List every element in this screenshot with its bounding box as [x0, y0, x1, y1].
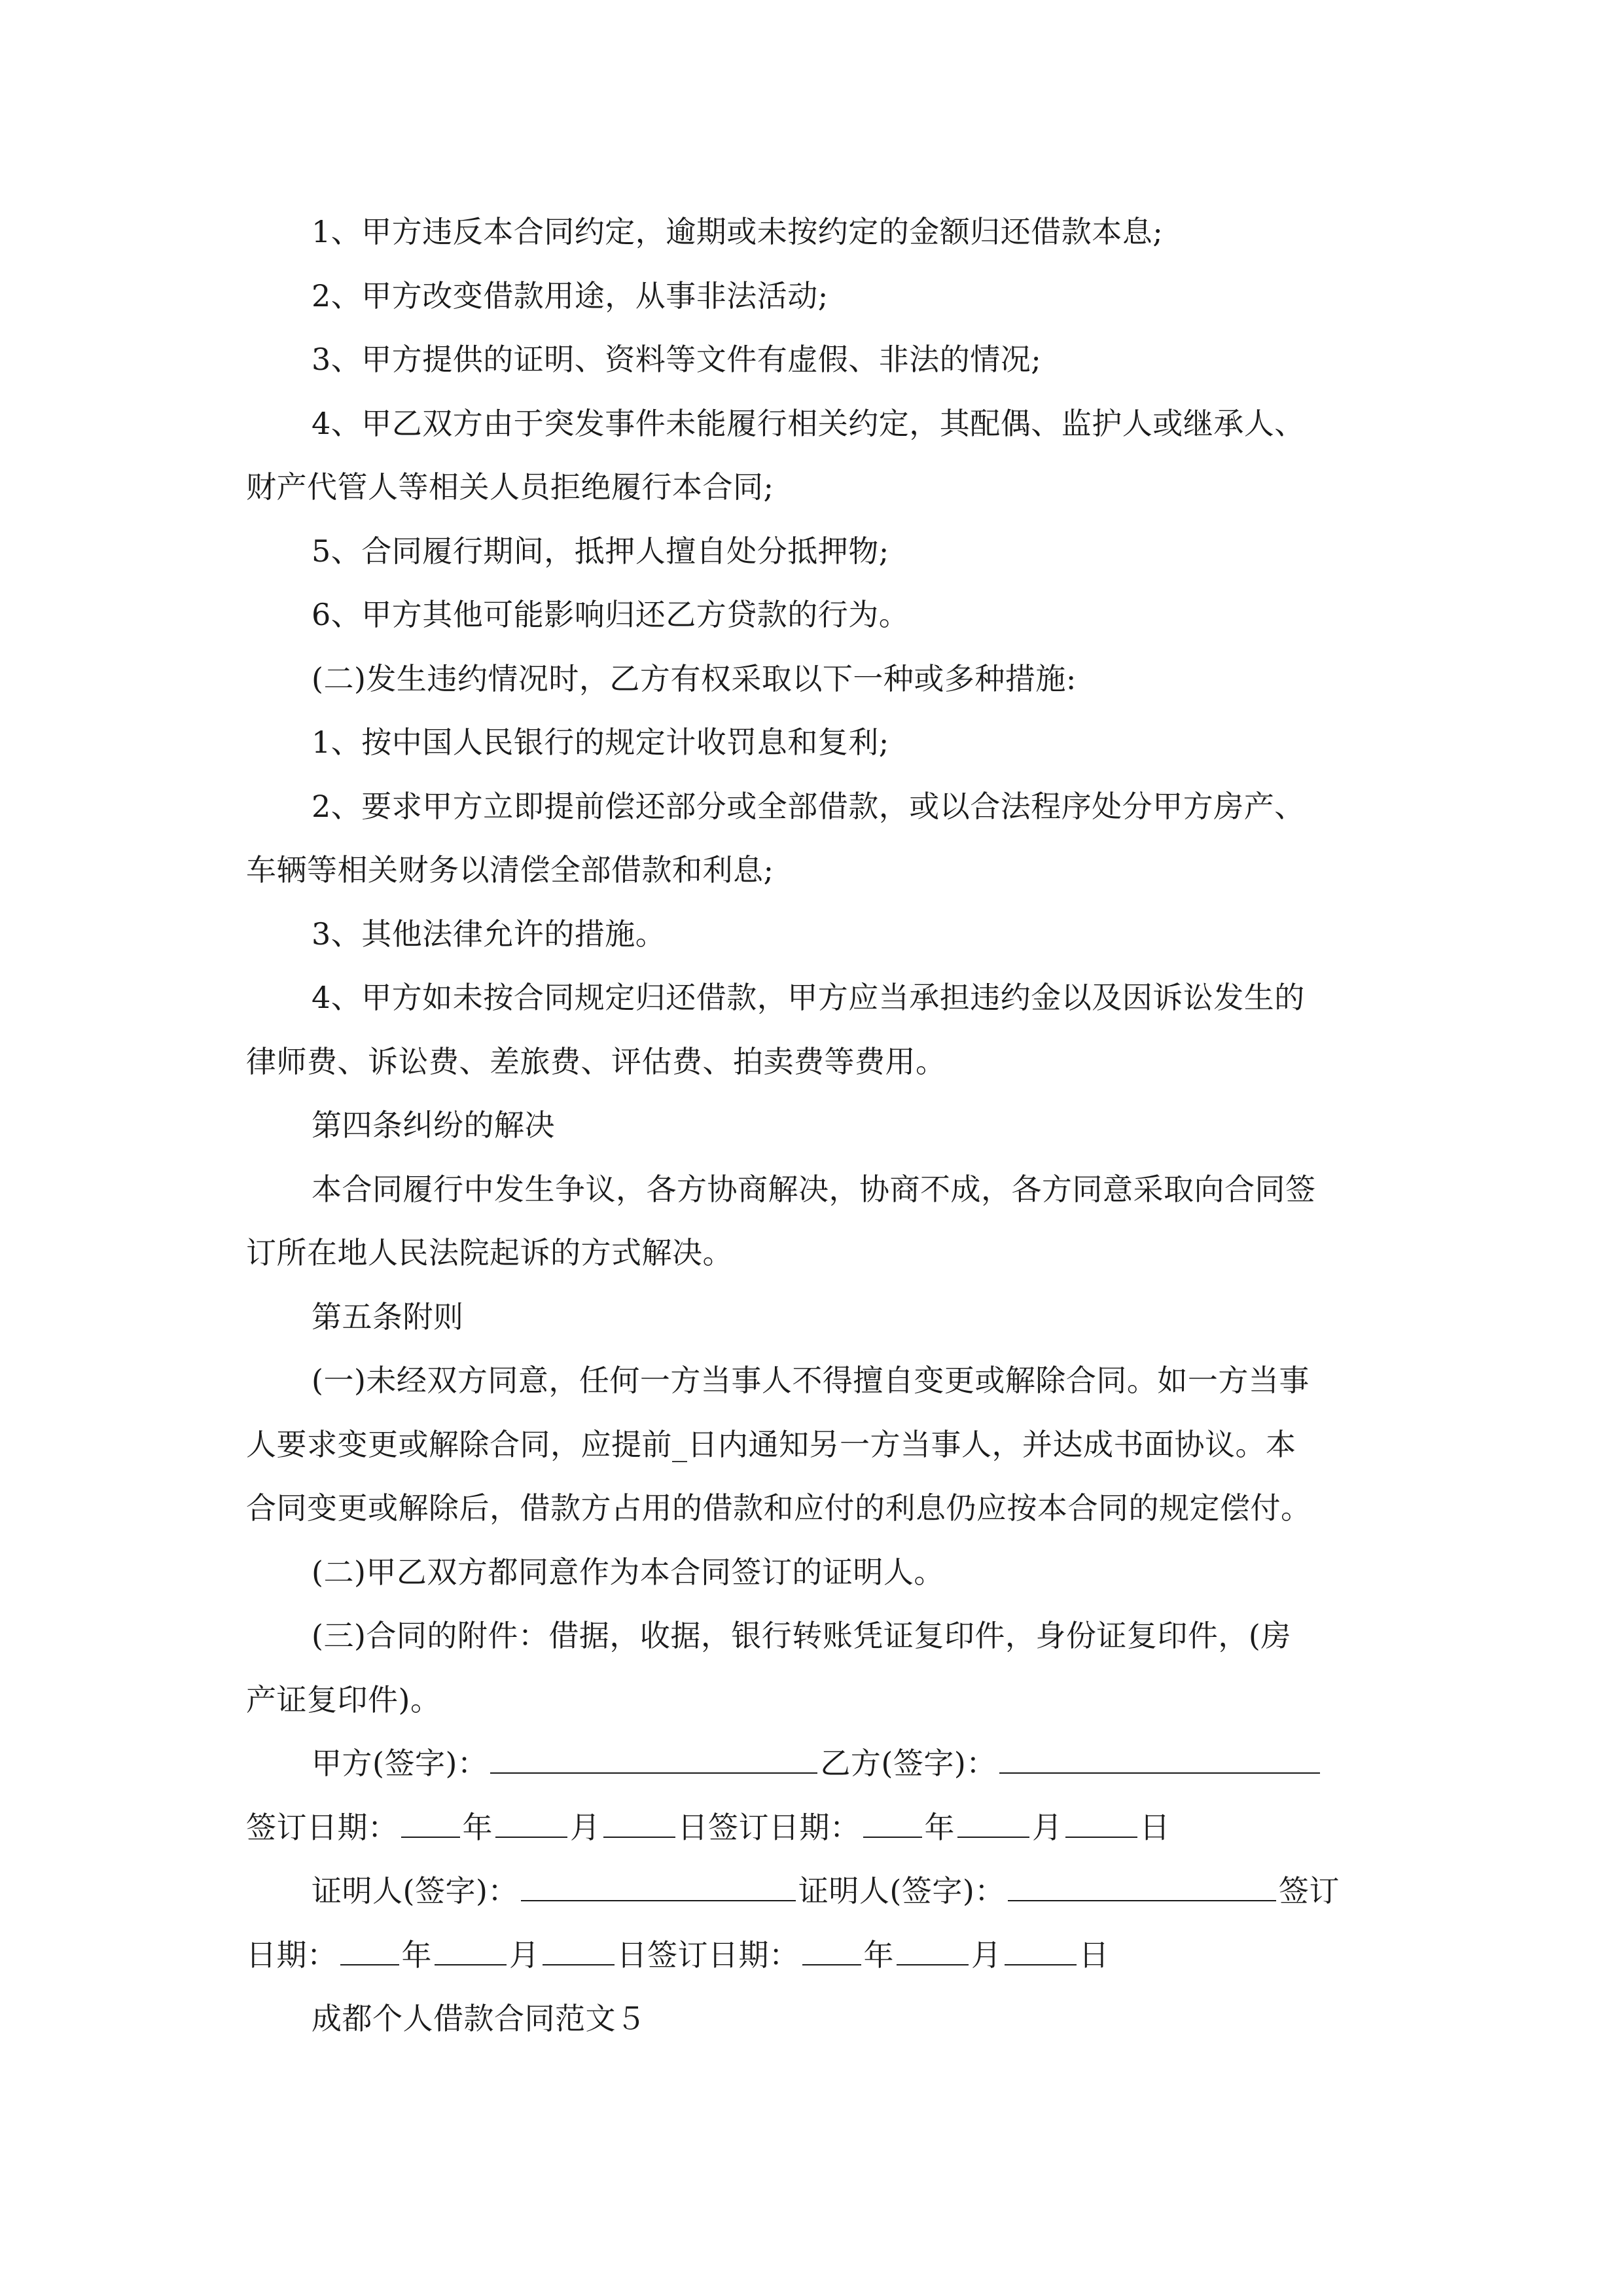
sign-prefix-label: 签订 [1278, 1873, 1340, 1909]
year-label: 年 [401, 1937, 432, 1973]
month-blank[interactable] [957, 1810, 1029, 1838]
paragraph-line: 1、甲方违反本合同约定，逾期或未按约定的金额归还借款本息; [312, 214, 1164, 249]
day-label: 日 [1079, 1937, 1109, 1973]
paragraph-line: 车辆等相关财务以清偿全部借款和利息; [246, 852, 774, 888]
paragraph-line: 6、甲方其他可能影响归还乙方贷款的行为。 [312, 597, 910, 632]
signature-row-parties [246, 1732, 1385, 1796]
month-blank[interactable] [897, 1938, 969, 1965]
paragraph-line: 4、甲乙双方由于突发事件未能履行相关约定，其配偶、监护人或继承人、 [312, 405, 1305, 441]
day-blank[interactable] [603, 1810, 675, 1838]
month-blank[interactable] [495, 1810, 567, 1838]
month-label: 月 [971, 1937, 1002, 1973]
signature-row-witness-dates [246, 1924, 1385, 1988]
paragraph-line: 人要求变更或解除合同，应提前_日内通知另一方当事人，并达成书面协议。本 [246, 1426, 1296, 1462]
month-label: 月 [509, 1937, 540, 1973]
paragraph-line: (二)甲乙双方都同意作为本合同签订的证明人。 [312, 1554, 944, 1590]
paragraph-line: 4、甲方如未按合同规定归还借款，甲方应当承担违约金以及因诉讼发生的 [312, 980, 1305, 1015]
paragraph-line: 3、其他法律允许的措施。 [312, 916, 666, 952]
paragraph-line: (三)合同的附件：借据，收据，银行转账凭证复印件，身份证复印件，(房 [312, 1618, 1291, 1653]
day-label: 日 [1139, 1809, 1170, 1845]
day-blank[interactable] [1005, 1938, 1077, 1965]
paragraph-line: 合同变更或解除后，借款方占用的借款和应付的利息仍应按本合同的规定偿付。 [246, 1490, 1311, 1526]
day-sign-date-label: 日签订日期： [616, 1937, 800, 1973]
month-label: 月 [1032, 1809, 1063, 1845]
witness2-label: 证明人(签字)： [798, 1873, 1005, 1909]
party-b-signature-blank[interactable] [999, 1746, 1320, 1774]
year-blank[interactable] [340, 1938, 399, 1965]
signature-row-witnesses [246, 1859, 1385, 1924]
party-a-signature-blank[interactable] [490, 1746, 817, 1774]
paragraph-line: 2、甲方改变借款用途，从事非法活动; [312, 278, 829, 314]
paragraph-line: 律师费、诉讼费、差旅费、评估费、拍卖费等费用。 [246, 1043, 946, 1079]
date-suffix-label: 日期： [246, 1937, 338, 1973]
year-blank[interactable] [401, 1810, 460, 1838]
day-blank[interactable] [1065, 1810, 1137, 1838]
paragraph-line: 产证复印件)。 [246, 1681, 441, 1717]
month-blank[interactable] [435, 1938, 507, 1965]
section-heading: 第五条附则 [312, 1299, 464, 1335]
signature-row-dates [246, 1796, 1385, 1860]
year-label: 年 [863, 1937, 894, 1973]
year-label: 年 [462, 1809, 493, 1845]
sign-date-label: 签订日期： [246, 1809, 399, 1845]
document-body [246, 200, 1385, 2051]
year-label: 年 [924, 1809, 955, 1845]
day-sign-date-label: 日签订日期： [677, 1809, 861, 1845]
party-a-label: 甲方(签字)： [312, 1746, 488, 1781]
paragraph-line: 1、按中国人民银行的规定计收罚息和复利; [312, 725, 889, 760]
paragraph-line: (二)发生违约情况时，乙方有权采取以下一种或多种措施: [312, 660, 1077, 696]
paragraph-line: 订所在地人民法院起诉的方式解决。 [246, 1235, 733, 1270]
party-b-label: 乙方(签字)： [820, 1746, 997, 1781]
witness-signature-blank[interactable] [521, 1874, 796, 1901]
paragraph-line: 本合同履行中发生争议，各方协商解决，协商不成，各方同意采取向合同签 [312, 1171, 1316, 1207]
paragraph-line: 5、合同履行期间，抵押人擅自处分抵押物; [312, 533, 889, 569]
witness-label: 证明人(签字)： [312, 1873, 518, 1909]
day-blank[interactable] [543, 1938, 615, 1965]
paragraph-line: 3、甲方提供的证明、资料等文件有虚假、非法的情况; [312, 342, 1042, 377]
paragraph-line: (一)未经双方同意，任何一方当事人不得擅自变更或解除合同。如一方当事 [312, 1363, 1310, 1398]
paragraph-line: 2、要求甲方立即提前偿还部分或全部借款，或以合法程序处分甲方房产、 [312, 788, 1305, 824]
next-document-title: 成都个人借款合同范文５ [312, 2001, 647, 2036]
month-label: 月 [570, 1809, 601, 1845]
witness2-signature-blank[interactable] [1008, 1874, 1276, 1901]
paragraph-line: 财产代管人等相关人员拒绝履行本合同; [246, 469, 774, 505]
section-heading: 第四条纠纷的解决 [312, 1107, 555, 1143]
year-blank[interactable] [802, 1938, 861, 1965]
year-blank[interactable] [863, 1810, 922, 1838]
